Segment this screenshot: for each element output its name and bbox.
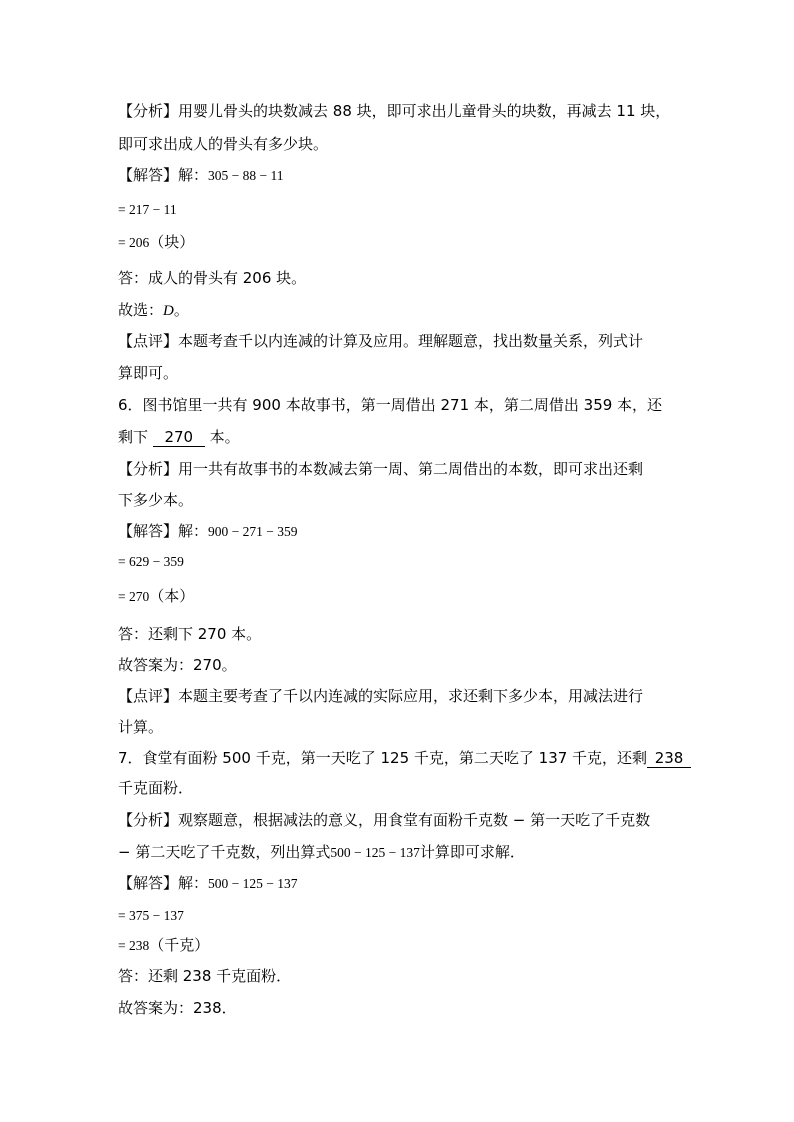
q7-final: 故答案为：238． — [118, 999, 237, 1017]
analysis-text: 观察题意，根据减法的意义，用食堂有面粉千克数 − 第一天吃了千克数 — [178, 811, 651, 829]
q5-reply: 答：成人的骨头有 206 块。 — [118, 269, 307, 287]
q6-comment-line-1 — [118, 686, 643, 706]
analysis-text: − 第二天吃了千克数，列出算式 — [118, 843, 331, 861]
equation: = 238 — [118, 938, 150, 953]
answer-tag: 【解答】解： — [118, 874, 209, 892]
answer-blank: 270 — [153, 428, 205, 447]
q6-analysis-line-2: 下多少本。 — [118, 491, 194, 509]
equation: 500 − 125 − 137 — [208, 876, 298, 891]
comment-text: 本题考查千以内连减的计算及应用。理解题意，找出数量关系，列式计 — [178, 332, 644, 350]
answer-tag: 【解答】解： — [118, 166, 209, 184]
stem-text: 7．食堂有面粉 500 千克，第一天吃了 125 千克，第二天吃了 137 千克，还剩 — [118, 749, 648, 767]
equation: 500 − 125 − 137 — [330, 845, 420, 860]
q6-answer-line — [118, 521, 298, 542]
q7-equation-step-2: = 375 − 137 — [118, 908, 184, 923]
comment-tag: 【点评】 — [118, 332, 179, 350]
equation: 900 − 271 − 359 — [208, 524, 298, 539]
q7-equation-step-3 — [118, 935, 209, 956]
stem-text: 本。 — [209, 428, 240, 446]
analysis-tag: 【分析】 — [118, 460, 179, 478]
analysis-tag: 【分析】 — [118, 102, 179, 120]
analysis-text: 用一共有故事书的本数减去第一周、第二周借出的本数，即可求出还剩 — [178, 460, 644, 478]
choice-letter: D — [163, 303, 174, 319]
q5-choice — [118, 300, 189, 321]
q7-reply: 答：还剩 238 千克面粉． — [118, 967, 292, 985]
q7-answer-line — [118, 873, 298, 894]
q5-equation-step-2: = 217 − 11 — [118, 202, 177, 217]
q6-reply: 答：还剩下 270 本。 — [118, 625, 262, 643]
stem-text: 剩下 — [118, 428, 149, 446]
analysis-tag: 【分析】 — [118, 811, 179, 829]
q6-comment-line-2: 计算。 — [118, 718, 164, 736]
answer-blank: 238 — [647, 749, 691, 768]
q7-stem-line-2: 千克面粉． — [118, 779, 194, 797]
analysis-text: 用婴儿骨头的块数减去 88 块，即可求出儿童骨头的块数，再减去 11 块， — [178, 102, 671, 120]
q5-comment-line-2: 算即可。 — [118, 364, 179, 382]
analysis-text: 计算即可求解． — [419, 843, 525, 861]
answer-tag: 【解答】解： — [118, 522, 209, 540]
equation: = 206 — [118, 235, 150, 250]
q6-stem-line-2 — [118, 427, 240, 447]
q7-stem-line-1 — [118, 748, 691, 768]
unit: （块） — [149, 233, 195, 251]
q6-stem-line-1: 6．图书馆里一共有 900 本故事书，第一周借出 271 本，第二周借出 359 本，还 — [118, 396, 663, 414]
choice-prefix: 故选： — [118, 301, 164, 319]
equation: = 270 — [118, 589, 150, 604]
q7-analysis-line-1 — [118, 810, 650, 830]
equation: 305 − 88 − 11 — [208, 168, 284, 183]
q6-final: 故答案为：270。 — [118, 656, 237, 674]
choice-suffix: 。 — [173, 301, 189, 319]
q6-equation-step-2: = 629 − 359 — [118, 554, 184, 569]
comment-text: 本题主要考查了千以内连减的实际应用，求还剩下多少本，用减法进行 — [178, 687, 644, 705]
unit: （千克） — [149, 936, 210, 954]
q5-analysis-line-1 — [118, 101, 670, 121]
q5-comment-line-1 — [118, 331, 643, 351]
q5-equation-step-3 — [118, 232, 194, 253]
comment-tag: 【点评】 — [118, 687, 179, 705]
q5-analysis-line-2: 即可求出成人的骨头有多少块。 — [118, 135, 329, 153]
q6-equation-step-3 — [118, 586, 194, 607]
q5-answer-line — [118, 165, 284, 186]
q7-analysis-line-2 — [118, 842, 525, 863]
unit: （本） — [149, 587, 195, 605]
q6-analysis-line-1 — [118, 459, 643, 479]
